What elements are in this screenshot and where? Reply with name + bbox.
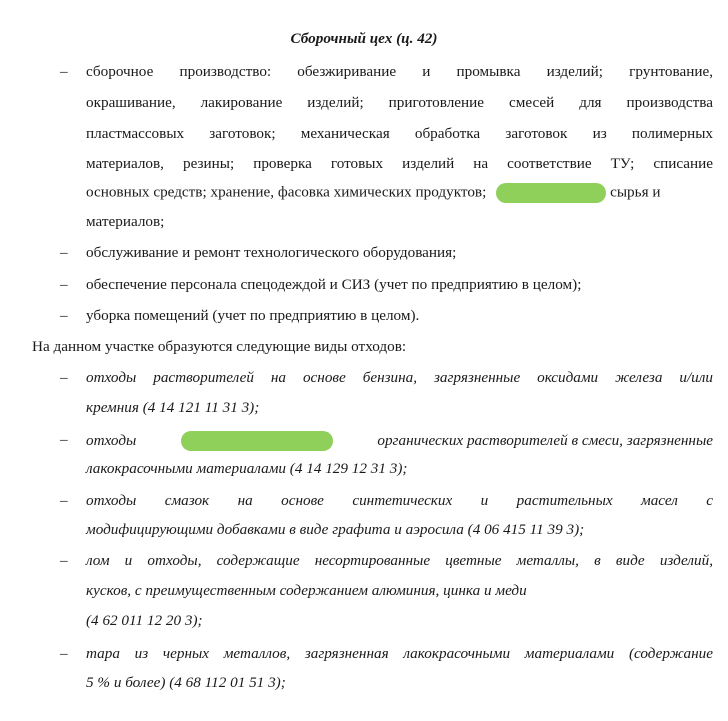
list-item-line: тара из черных металлов, загрязненная лакокрасочными материалами (содержание — [86, 645, 713, 662]
list-dash: – — [60, 552, 68, 569]
list-dash: – — [60, 492, 68, 509]
list-item-line: (4 62 011 12 20 3); — [86, 612, 203, 629]
redaction-mark — [496, 183, 606, 203]
list-dash: – — [60, 645, 68, 662]
list-item-line: материалов; — [86, 213, 165, 230]
list-dash: – — [60, 63, 68, 80]
list-dash: – — [60, 244, 68, 261]
list-dash: – — [60, 431, 68, 448]
list-item-line: кремния (4 14 121 11 31 3); — [86, 399, 260, 416]
list-item-line: пластмассовых заготовок; механическая обработка заготовок из полимерных — [86, 125, 713, 142]
list-item-line: лом и отходы, содержащие несортированные цветные металлы, в виде изделий, — [86, 552, 713, 569]
list-item-line: материалов, резины; проверка готовых изделий на соответствие ТУ; списание — [86, 155, 713, 172]
list-item-line: окрашивание, лакирование изделий; приготовление смесей для производства — [86, 94, 713, 111]
list-dash: – — [60, 369, 68, 386]
list-item-line: уборка помещений (учет по предприятию в целом). — [86, 307, 420, 324]
list-item-line: отходы растворителей на основе бензина, загрязненные оксидами железа и/или — [86, 369, 713, 386]
list-item-line: модифицирующими добавками в виде графита и аэросила (4 06 415 11 39 3); — [86, 521, 585, 538]
list-item-text: сырья и — [610, 183, 661, 201]
waste-intro: На данном участке образуются следующие виды отходов: — [32, 338, 407, 355]
section-title: Сборочный цех (ц. 42) — [290, 30, 438, 47]
list-item-line — [86, 431, 713, 451]
list-item-text: основных средств; хранение, фасовка химических продуктов; — [86, 183, 487, 201]
list-item-line: обеспечение персонала спецодеждой и СИЗ (учет по предприятию в целом); — [86, 276, 582, 293]
list-item-line: 5 % и более) (4 68 112 01 51 3); — [86, 674, 286, 691]
list-item-line: сборочное производство: обезжиривание и промывка изделий; грунтование, — [86, 63, 713, 80]
list-item-text: отходы — [86, 432, 137, 449]
list-item-line: лакокрасочными материалами (4 14 129 12 31 3); — [86, 460, 408, 477]
list-item-text: органических растворителей в смеси, загрязненные — [377, 432, 713, 449]
list-dash: – — [60, 307, 68, 324]
list-item-line — [86, 183, 661, 203]
list-item-line: кусков, с преимущественным содержанием алюминия, цинка и меди — [86, 582, 527, 599]
redaction-mark — [181, 431, 333, 451]
list-item-line: отходы смазок на основе синтетических и растительных масел с — [86, 492, 713, 509]
list-item-line: обслуживание и ремонт технологического оборудования; — [86, 244, 457, 261]
list-dash: – — [60, 276, 68, 293]
